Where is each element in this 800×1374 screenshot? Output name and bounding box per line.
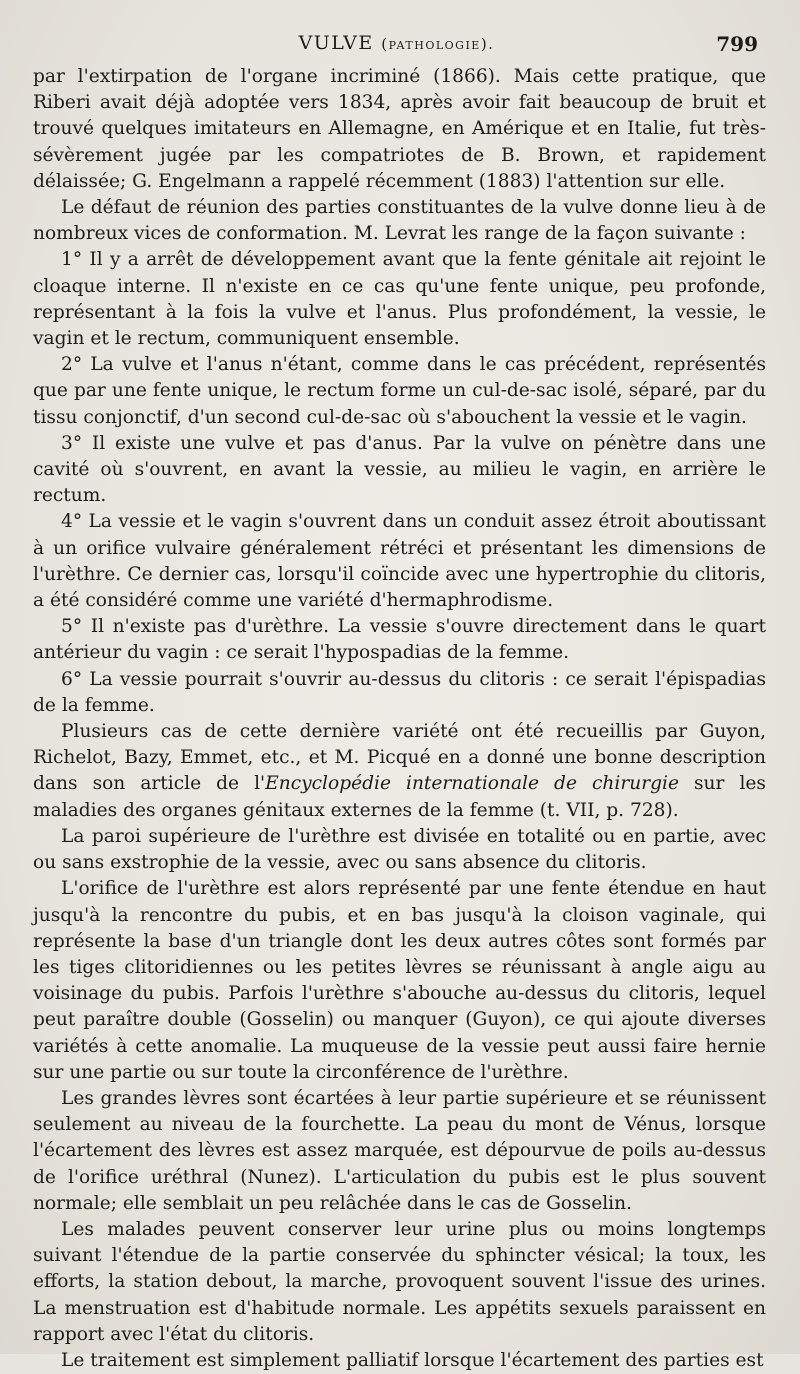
paragraph-list-item-1: 1° Il y a arrêt de développement avant que la fente génitale ait rejoint le cloaque interne. Il n'existe en ce cas qu'une fente unique, peu profonde, représentant à la fois la vulve et l'anus. Plus profondément, la vessie, le vagin et le rectum, communiquent ensemble. bbox=[33, 249, 766, 350]
paragraph-labia: Les grandes lèvres sont écartées à leur partie supérieure et se réunissent seulement au niveau de la fourchette. La peau du mont de Vénus, lorsque l'écartement des lèvres est assez marquée, est dépourvue de poils au-dessus de l'orifice uréthral (Nunez). L'articulation du pubis est le plus souvent normale; elle semblait un peu relâchée dans le cas de Gosselin. bbox=[33, 1087, 766, 1214]
paragraph-urethra-orifice: L'orifice de l'urèthre est alors représenté par une fente étendue en haut jusqu'à la rencontre du pubis, et en bas jusqu'à la cloison vaginale, qui représente la base d'un triangle dont les deux autres côtes sont formés par les tiges clitoridiennes ou les petites lèvres se réunissant à angle aigu au voisinage du pubis. Parfois l'urèthre s'abouche au-dessus du clitoris, lequel peut paraître double (Gosselin) ou manquer (Guyon), ce qui ajoute diverses variétés à cette anomalie. La muqueuse de la vessie peut aussi faire hernie sur une partie ou sur toute la circonférence de l'urèthre. bbox=[33, 878, 766, 1083]
paragraph-cases-text-after: sur les maladies des organes génitaux externes de la femme (t. VII, p. 728). bbox=[33, 773, 766, 821]
paragraph-list-item-5: 5° Il n'existe pas d'urèthre. La vessie s'ouvre directement dans le quart antérieur du vagin : ce serait l'hypospadias de la femme. bbox=[33, 616, 766, 664]
running-head bbox=[35, 32, 758, 56]
paragraph-treatment: Le traitement est simplement palliatif lorsque l'écartement des parties est bbox=[61, 1349, 764, 1371]
running-title bbox=[35, 32, 758, 54]
paragraph-cases bbox=[33, 719, 766, 824]
encyclopedia-title: Encyclopédie internationale de chirurgie bbox=[265, 773, 679, 795]
paragraph-list-item-3: 3° Il existe une vulve et pas d'anus. Par la vulve on pénètre dans une cavité où s'ouvrent, en avant la vessie, au milieu le vagin, en arrière le rectum. bbox=[33, 432, 766, 507]
running-title-word: VULVE bbox=[298, 32, 374, 54]
paragraph-malformations-intro: Le défaut de réunion des parties constituantes de la vulve donne lieu à de nombreux vices de conformation. M. Levrat les range de la façon suivante : bbox=[33, 197, 766, 245]
paragraph-symptoms: Les malades peuvent conserver leur urine plus ou moins longtemps suivant l'étendue de la partie conservée du sphincter vésical; la toux, les efforts, la station debout, la marche, provoquent souvent l'issue des urines. La menstruation est d'habitude normale. Les appétits sexuels paraissent en rapport avec l'état du clitoris. bbox=[33, 1218, 766, 1345]
paragraph-list-item-6: 6° La vessie pourrait s'ouvrir au-dessus du clitoris : ce serait l'épispadias de la femme. bbox=[33, 668, 766, 716]
paragraph-continued: par l'extirpation de l'organe incriminé (1866). Mais cette pratique, que Riberi avait déjà adoptée vers 1834, après avoir fait beaucoup de bruit et trouvé quelques imitateurs en Allemagne, en Amérique et en Italie, fut très-sévèrement jugée par les compatriotes de B. Brown, et rapidement délaissée; G. Engelmann a rappelé récemment (1883) l'attention sur elle. bbox=[33, 66, 766, 192]
paragraph-urethra-wall: La paroi supérieure de l'urèthre est divisée en totalité ou en partie, avec ou sans exstrophie de la vessie, avec ou sans absence du clitoris. bbox=[33, 825, 766, 874]
paragraph-list-item-4: 4° La vessie et le vagin s'ouvrent dans un conduit assez étroit aboutissant à un orifice vulvaire généralement rétréci et présentant les dimensions de l'urèthre. Ce dernier cas, lorsqu'il coïncide avec une hypertrophie du clitoris, a été considéré comme une variété d'hermaphrodisme. bbox=[33, 511, 766, 612]
paragraph-cases-text-before: Plusieurs cas de cette dernière variété ont été recueillis par Guyon, Richelot, Bazy, Emmet, etc., et M. Picqué en a donné une bonne description dans son article de l' bbox=[33, 721, 766, 795]
body-text bbox=[33, 64, 766, 1374]
paragraph-list-item-2: 2° La vulve et l'anus n'étant, comme dans le cas précédent, représentés que par une fente unique, le rectum forme un cul-de-sac isolé, séparé, par du tissu conjonctif, d'un second cul-de-sac où s'abouchent la vessie et le vagin. bbox=[33, 354, 766, 428]
running-title-section: (pathologie). bbox=[381, 35, 495, 53]
page-number: 799 bbox=[716, 32, 758, 56]
